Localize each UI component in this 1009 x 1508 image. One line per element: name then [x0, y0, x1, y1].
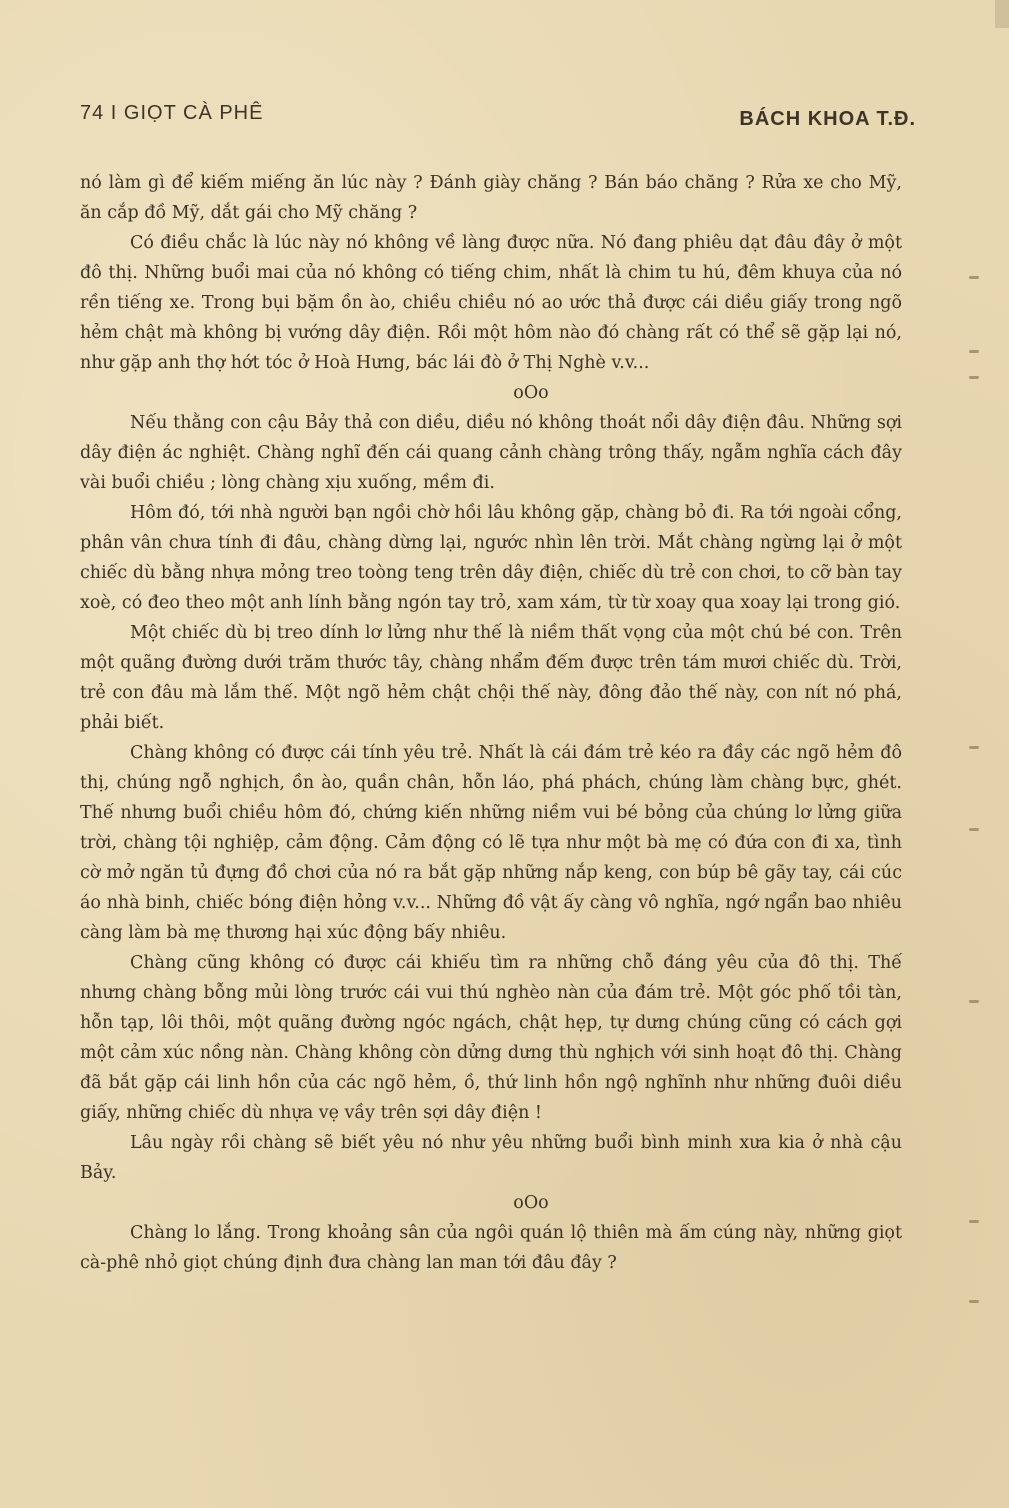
paragraph: nó làm gì để kiếm miếng ăn lúc này ? Đánh giày chăng ? Bán báo chăng ? Rửa xe cho Mỹ, ăn cắp đồ Mỹ, dắt gái cho Mỹ chăng ?: [80, 173, 902, 223]
section-separator: oOo: [513, 1193, 549, 1213]
margin-mark: [969, 828, 979, 831]
margin-mark: [969, 746, 979, 749]
paragraph: Hôm đó, tới nhà người bạn ngồi chờ hồi lâu không gặp, chàng bỏ đi. Ra tới ngoài cổng, phân vân chưa tính đi đâu, chàng dừng lại, ngước nhìn lên trời. Mắt chàng ngừng lại ở một chiếc dù bằng nhựa mỏng treo toòng teng trên dây điện, chiếc dù trẻ con chơi, to cỡ bàn tay xoè, có đeo theo một anh lính bằng ngón tay trỏ, xam xám, từ từ xoay qua xoay lại trong gió.: [80, 503, 902, 613]
paragraph: Chàng không có được cái tính yêu trẻ. Nhất là cái đám trẻ kéo ra đầy các ngõ hẻm đô thị, chúng ngỗ nghịch, ồn ào, quần chân, hỗn láo, phá phách, chúng làm chàng bực, ghét. Thế nhưng buổi chiều hôm đó, chứng kiến những niềm vui bé bỏng của chúng lơ lửng giữa trời, chàng tội nghiệp, cảm động. Cảm động có lẽ tựa như một bà mẹ có đứa con đi xa, tình cờ mở ngăn tủ đựng đồ chơi của nó ra bắt gặp những nắp keng, con búp bê gãy tay, cái cúc áo nhà binh, chiếc bóng điện hỏng v.v... Những đồ vật ấy càng vô nghĩa, ngớ ngẩn bao nhiêu càng làm bà mẹ thương hại xúc động bấy nhiêu.: [80, 743, 902, 943]
page-number-and-title: 74 I GIỌT CÀ PHÊ: [80, 102, 264, 124]
paragraph: Một chiếc dù bị treo dính lơ lửng như thế là niềm thất vọng của một chú bé con. Trên một quãng đường dưới trăm thước tây, chàng nhẩm đếm được trên tám mươi chiếc dù. Trời, trẻ con đâu mà lắm thế. Một ngõ hẻm chật chội thế này, đông đảo thế này, con nít nó phá, phải biết.: [80, 623, 902, 733]
paragraph: Nếu thằng con cậu Bảy thả con diều, diều nó không thoát nổi dây điện đâu. Những sợi dây điện ác nghiệt. Chàng nghĩ đến cái quang cảnh chàng trông thấy, ngẫm nghĩa cách đây vài buổi chiều ; lòng chàng xịu xuống, mềm đi.: [80, 413, 902, 493]
page-corner-mark: [995, 0, 1009, 28]
paragraph: Lâu ngày rồi chàng sẽ biết yêu nó như yêu những buổi bình minh xưa kia ở nhà cậu Bảy.: [80, 1133, 902, 1183]
margin-mark: [969, 350, 979, 353]
section-separator: oOo: [513, 383, 549, 403]
margin-mark: [969, 1300, 979, 1303]
margin-mark: [969, 376, 979, 379]
body-text: [80, 168, 902, 1278]
paragraph: Có điều chắc là lúc này nó không về làng được nữa. Nó đang phiêu dạt đâu đây ở một đô thị. Những buổi mai của nó không có tiếng chim, nhất là chim tu hú, đêm khuya của nó rền tiếng xe. Trong bụi bặm ồn ào, chiều chiều nó ao ước thả được cái diều giấy trong ngõ hẻm chật mà không bị vướng dây điện. Rồi một hôm nào đó chàng rất có thể sẽ gặp lại nó, như gặp anh thợ hớt tóc ở Hoà Hưng, bác lái đò ở Thị Nghè v.v...: [80, 233, 902, 373]
margin-mark: [969, 1000, 979, 1003]
running-header: [80, 102, 916, 136]
magazine-name: BÁCH KHOA T.Đ.: [739, 108, 916, 130]
margin-mark: [969, 1220, 979, 1223]
paragraph: Chàng lo lắng. Trong khoảng sân của ngôi quán lộ thiên mà ấm cúng này, những giọt cà-phê nhỏ giọt chúng định đưa chàng lan man tới đâu đây ?: [80, 1223, 902, 1273]
paragraph: Chàng cũng không có được cái khiếu tìm ra những chỗ đáng yêu của đô thị. Thế nhưng chàng bỗng mủi lòng trước cái vui thú nghèo nàn của đám trẻ. Một góc phố tồi tàn, hỗn tạp, lôi thôi, một quãng đường ngóc ngách, chật hẹp, tự dưng chúng cũng có cách gợi một cảm xúc nồng nàn. Chàng không còn dửng dưng thù nghịch với sinh hoạt đô thị. Chàng đã bắt gặp cái linh hồn của các ngõ hẻm, ồ, thứ linh hồn ngộ nghĩnh như những đuôi diều giấy, những chiếc dù nhựa vẹ vầy trên sợi dây điện !: [80, 953, 902, 1123]
margin-mark: [969, 276, 979, 279]
